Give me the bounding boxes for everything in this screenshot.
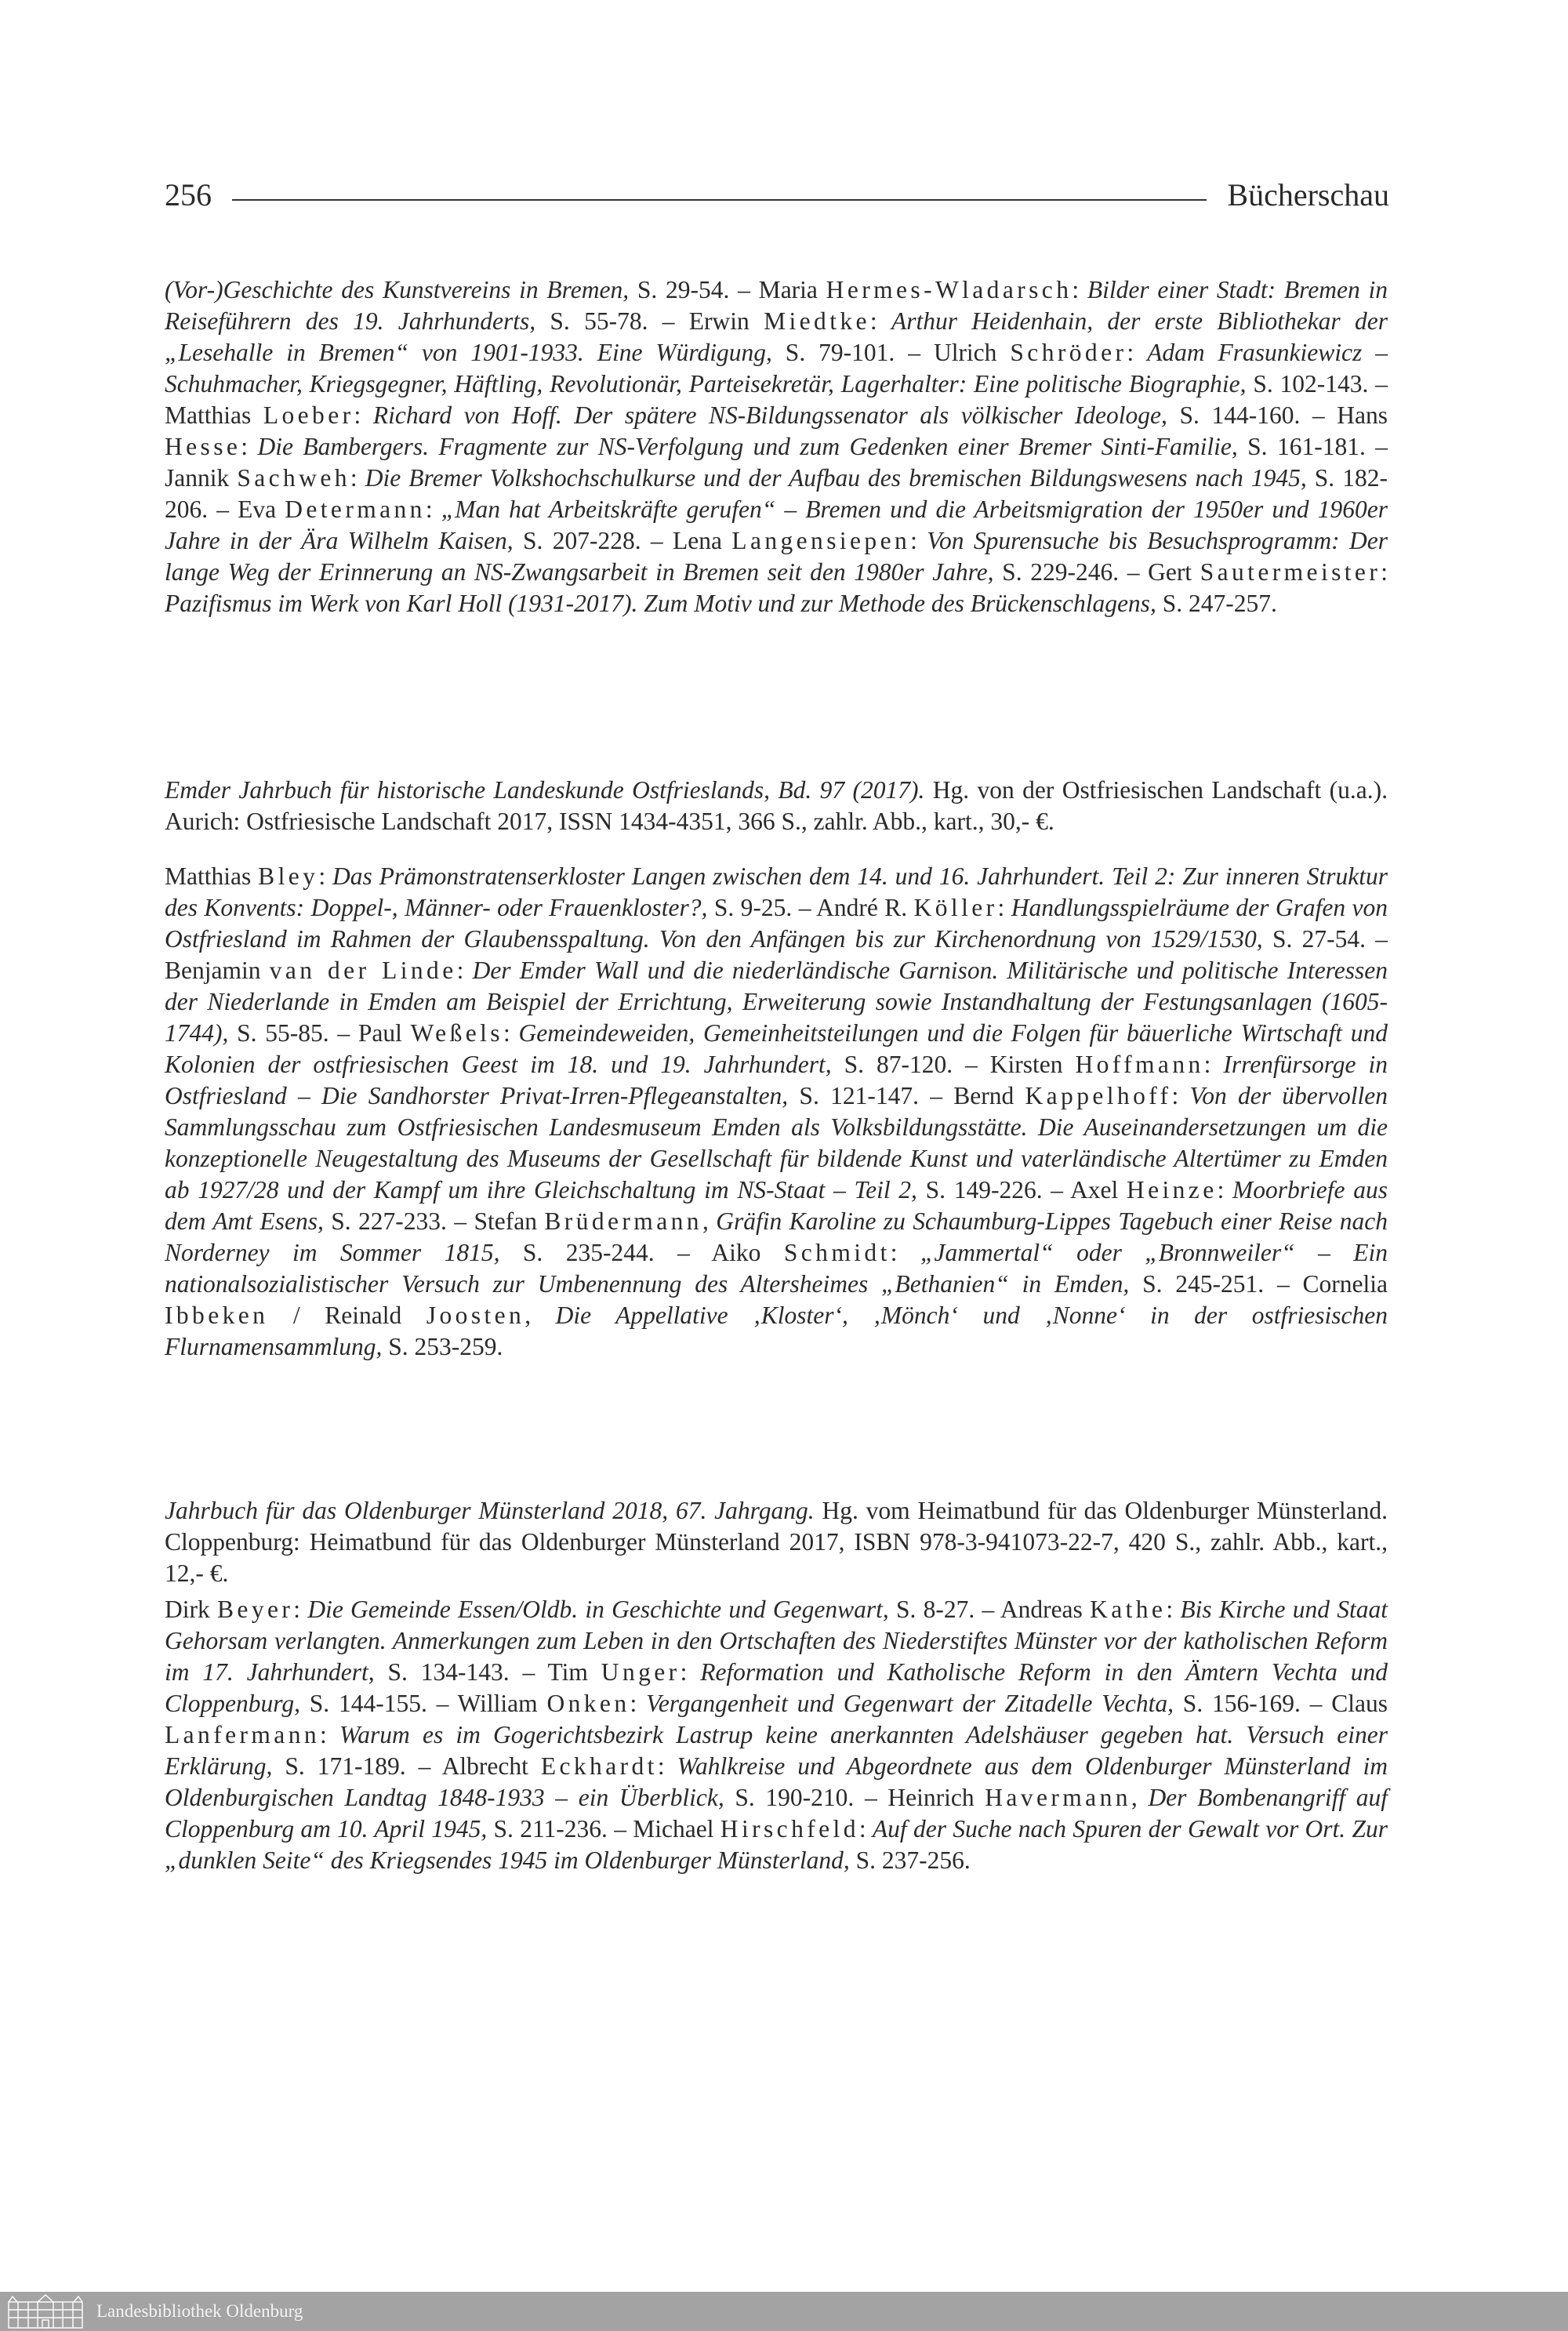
italic-title-text: „Jammertal“ oder „Bronnweiler“ – Ein nationalsozialistischer Versuch zur Umbenennung des Altersheimes „Bethanien“ in Emden, — [165, 1239, 1388, 1298]
italic-title-text: (Vor-)Geschichte des Kunstvereins in Bremen, — [165, 276, 630, 303]
author-name: Schröder — [1010, 339, 1127, 366]
author-name: Beyer — [217, 1596, 294, 1623]
plain-text: Matthias — [165, 862, 259, 890]
plain-text: , — [524, 1302, 556, 1329]
italic-title-text: Bilder einer Stadt: Bremen in Reiseführern des 19. Jahrhunderts, — [165, 276, 1388, 335]
author-name: van der Linde — [269, 957, 457, 984]
plain-text: / Reinald — [268, 1302, 426, 1329]
contents-block-oldenburger-muensterland — [165, 1594, 1388, 1876]
plain-text: S. 27-54. – Benjamin — [165, 925, 1388, 984]
italic-title-text: Von Spurensuche bis Besuchsprogramm: Der lange Weg der Erinnerung an NS-Zwangsarbeit in Bremen seit den 1980er Jahre, — [165, 527, 1388, 586]
italic-title-text: Von der übervollen Sammlungsschau zum Ostfriesischen Landesmuseum Emden als Volksbildungsstätte. Die Auseinandersetzungen um die konzeptionelle Neugestaltung des Museums der Gesellschaft für bildende Kunst und vaterländische Altertümer zu Emden ab 1927/28 und der Kampf um ihre Gleichschaltung im NS-Staat – Teil 2, — [165, 1082, 1388, 1204]
plain-text: S. 227-233. – Stefan — [323, 1207, 545, 1235]
italic-title-text: Moorbriefe aus dem Amt Esens, — [165, 1176, 1388, 1235]
plain-text: S. 190-210. – Heinrich — [724, 1784, 985, 1811]
plain-text: S. 171-189. – Albrecht — [272, 1752, 541, 1780]
plain-text: : — [293, 1596, 308, 1623]
author-name: Havermann — [985, 1784, 1131, 1811]
italic-title-text: Adam Frasunkiewicz – Schuhmacher, Kriegsgegner, Häftling, Revolutionär, Parteisekretär, Lagerhalter: Eine politische Biographie, — [165, 339, 1388, 398]
plain-text: , — [702, 1207, 717, 1235]
italic-title-text: Emder Jahrbuch für historische Landeskunde Ostfrieslands, Bd. 97 (2017). — [165, 776, 925, 804]
italic-title-text: Jahrbuch für das Oldenburger Münsterland 2018, 67. Jahrgang. — [165, 1497, 815, 1524]
page-number: 256 — [165, 177, 212, 212]
plain-text: : — [354, 401, 373, 429]
contents-block-emder-jahrbuch — [165, 861, 1388, 1363]
publication-entry-emder-jahrbuch — [165, 775, 1388, 837]
italic-title-text: Die Bambergers. Fragmente zur NS-Verfolgung und zum Gedenken einer Bremer Sinti-Familie, — [257, 433, 1238, 460]
plain-text: : — [630, 1690, 647, 1717]
italic-title-text: Der Emder Wall und die niederländische Garnison. Militärische und politische Interessen der Niederlande in Emden am Beispiel der Errichtung, Erweiterung sowie Instandhaltung der Festungsanlagen (1605-1744), — [165, 957, 1388, 1047]
italic-title-text: Die Gemeinde Essen/Oldb. in Geschichte und Gegenwart, — [307, 1596, 889, 1623]
author-name: Hesse — [165, 433, 241, 460]
running-header — [165, 166, 1389, 213]
italic-title-text: Der Bombenangriff auf Cloppenburg am 10. April 1945, — [165, 1784, 1388, 1843]
plain-text: : — [1166, 1596, 1181, 1623]
author-name: Heinze — [1126, 1176, 1218, 1204]
author-name: Bley — [258, 862, 319, 890]
plain-text: S. 79-101. – Ulrich — [771, 339, 1011, 366]
plain-text: S. 161-181. – Jannik — [165, 433, 1388, 492]
plain-text: S. 102-143. – Matthias — [165, 370, 1388, 429]
library-building-logo-icon — [6, 2294, 85, 2329]
author-name: Joosten — [426, 1302, 525, 1329]
plain-text: S. 149-226. – Axel — [916, 1176, 1127, 1204]
author-name: Kappelhoff — [1025, 1082, 1172, 1109]
author-name: Ibbeken — [165, 1302, 269, 1329]
author-name: Onken — [546, 1690, 630, 1717]
running-title: Bücherschau — [1227, 177, 1389, 212]
publication-entry-oldenburger-muensterland — [165, 1495, 1388, 1589]
author-name: Sachweh — [237, 464, 350, 492]
italic-title-text: Gemeindeweiden, Gemeinheitsteilungen und die Folgen für bäuerliche Wirtschaft und Kolonien der ostfriesischen Geest im 18. und 19. Jahrhundert, — [165, 1019, 1388, 1078]
plain-text: : — [1171, 1082, 1190, 1109]
author-name: Unger — [601, 1658, 681, 1686]
plain-text: S. 144-155. – William — [299, 1690, 547, 1717]
plain-text: S. 253-259. — [382, 1333, 503, 1360]
plain-text: : — [1072, 276, 1087, 303]
library-footer-bar — [0, 2292, 1568, 2331]
plain-text: S. 247-257. — [1156, 590, 1277, 617]
author-name: Weßels — [410, 1019, 503, 1047]
italic-title-text: Gräfin Karoline zu Schaumburg-Lippes Tagebuch einer Reise nach Norderney im Sommer 1815, — [165, 1207, 1388, 1266]
plain-text: : — [318, 862, 332, 890]
italic-title-text: Warum es im Gogerichtsbezirk Lastrup keine anerkannten Adelshäuser gegeben hat. Versuch einer Erklärung, — [165, 1721, 1388, 1780]
italic-title-text: Vergangenheit und Gegenwart der Zitadelle Vechta, — [646, 1690, 1174, 1717]
plain-text: S. 8-27. – Andreas — [888, 1596, 1091, 1623]
plain-text: : — [1217, 1176, 1233, 1204]
author-name: Loeber — [263, 401, 354, 429]
plain-text: S. 237-256. — [849, 1846, 971, 1874]
plain-text: S. 229-246. – Gert — [993, 558, 1200, 586]
italic-title-text: Die Bremer Volkshochschulkurse und der Aufbau des bremischen Bildungswesens nach 1945, — [365, 464, 1307, 492]
plain-text: : — [1381, 558, 1388, 586]
plain-text: S. 182-206. – Eva — [165, 464, 1388, 523]
author-name: Hermes-Wladarsch — [826, 276, 1073, 303]
plain-text: S. 144-160. – Hans — [1167, 401, 1388, 429]
author-name: Köller — [913, 894, 998, 921]
author-name: Eckhardt — [540, 1752, 658, 1780]
plain-text: Hg. von der Ostfriesischen Landschaft (u.a.). Aurich: Ostfriesische Landschaft 2017, ISSN 1434-4351, 366 S., zahlr. Abb., kart., 30,- €. — [165, 776, 1388, 835]
plain-text: S. 121-147. – Bernd — [788, 1082, 1025, 1109]
plain-text: : — [657, 1752, 677, 1780]
author-name: Sautermeister — [1200, 558, 1381, 586]
library-name: Landesbibliothek Oldenburg — [96, 2301, 303, 2321]
plain-text: : — [1203, 1051, 1224, 1078]
author-name: Brüdermann — [544, 1207, 702, 1235]
italic-title-text: „Man hat Arbeitskräfte gerufen“ – Bremen und die Arbeitsmigration der 1950er und 1960er Jahre in der Ära Wilhelm Kaisen, — [165, 496, 1388, 554]
plain-text: S. 55-78. – Erwin — [535, 307, 764, 335]
plain-text: S. 207-228. – Lena — [513, 527, 732, 554]
plain-text: : — [890, 1239, 920, 1266]
italic-title-text: Das Prämonstratenserkloster Langen zwischen dem 14. und 16. Jahrhundert. Teil 2: Zur inneren Struktur des Konvents: Doppel-, Männer- oder Frauenkloster?, — [165, 862, 1388, 921]
author-name: Hoffmann — [1075, 1051, 1204, 1078]
author-name: Lanfermann — [165, 1721, 321, 1748]
plain-text: , — [1131, 1784, 1149, 1811]
italic-title-text: Reformation und Katholische Reform in den Ämtern Vechta und Cloppenburg, — [165, 1658, 1388, 1717]
author-name: Langensiepen — [731, 527, 911, 554]
italic-title-text: Pazifismus im Werk von Karl Holl (1931-2017). Zum Motiv und zur Methode des Brückenschlagens, — [165, 590, 1156, 617]
plain-text: S. 87-120. – Kirsten — [831, 1051, 1076, 1078]
italic-title-text: Bis Kirche und Staat Gehorsam verlangten. Anmerkungen zum Leben in den Ortschaften des Niederstiftes Münster vor der katholischen Reform im 17. Jahrhundert, — [165, 1596, 1388, 1686]
plain-text: : — [350, 464, 365, 492]
italic-title-text: Auf der Suche nach Spuren der Gewalt vor Ort. Zur „dunklen Seite“ des Kriegsendes 1945 im Oldenburger Münsterland, — [165, 1815, 1388, 1874]
plain-text: : — [320, 1721, 339, 1748]
plain-text: : — [680, 1658, 701, 1686]
author-name: Hirschfeld — [720, 1815, 859, 1843]
author-name: Kathe — [1090, 1596, 1167, 1623]
plain-text: S. 134-143. – Tim — [374, 1658, 601, 1686]
plain-text: S. 156-169. – Claus — [1173, 1690, 1388, 1717]
plain-text: : — [456, 957, 473, 984]
plain-text: : — [1127, 339, 1148, 366]
plain-text: : — [910, 527, 927, 554]
italic-title-text: Handlungsspielräume der Grafen von Ostfriesland im Rahmen der Glaubensspaltung. Von den Anfängen bis zur Kirchenordnung von 1529/1530, — [165, 894, 1388, 953]
author-name: Miedtke — [764, 307, 870, 335]
header-rule — [232, 199, 1207, 201]
plain-text: S. 29-54. – Maria — [629, 276, 826, 303]
plain-text: S. 235-244. – Aiko — [499, 1239, 784, 1266]
plain-text: : — [997, 894, 1011, 921]
plain-text: : — [869, 307, 891, 335]
author-name: Determann — [285, 496, 426, 523]
plain-text: : — [858, 1815, 873, 1843]
italic-title-text: Richard von Hoff. Der spätere NS-Bildungssenator als völkischer Ideologe, — [372, 401, 1167, 429]
italic-title-text: Irrenfürsorge in Ostfriesland – Die Sandhorster Privat-Irren-Pflegeanstalten, — [165, 1051, 1388, 1109]
plain-text: : — [425, 496, 441, 523]
plain-text: S. 55-85. – Paul — [228, 1019, 411, 1047]
plain-text: Dirk — [165, 1596, 218, 1623]
italic-title-text: Wahlkreise und Abgeordnete aus dem Oldenburger Münsterland im Oldenburgischen Landtag 1848-1933 – ein Überblick, — [165, 1752, 1388, 1811]
plain-text: : — [241, 433, 258, 460]
contents-block-bremen — [165, 274, 1388, 619]
plain-text: : — [503, 1019, 519, 1047]
plain-text: S. 211-236. – Michael — [487, 1815, 720, 1843]
plain-text: S. 9-25. – André R. — [707, 894, 914, 921]
italic-title-text: Die Appellative ‚Kloster‘, ‚Mönch‘ und ‚Nonne‘ in der ostfriesischen Flurnamensammlung, — [165, 1302, 1388, 1360]
plain-text: Hg. vom Heimatbund für das Oldenburger Münsterland. Cloppenburg: Heimatbund für das Oldenburger Münsterland 2017, ISBN 978-3-941073-22-7, 420 S., zahlr. Abb., kart., 12,- €. — [165, 1497, 1388, 1587]
plain-text: S. 245-251. – Cornelia — [1129, 1270, 1388, 1298]
author-name: Schmidt — [783, 1239, 891, 1266]
italic-title-text: Arthur Heidenhain, der erste Bibliothekar der „Lesehalle in Bremen“ von 1901-1933. Eine Würdigung, — [165, 307, 1388, 366]
